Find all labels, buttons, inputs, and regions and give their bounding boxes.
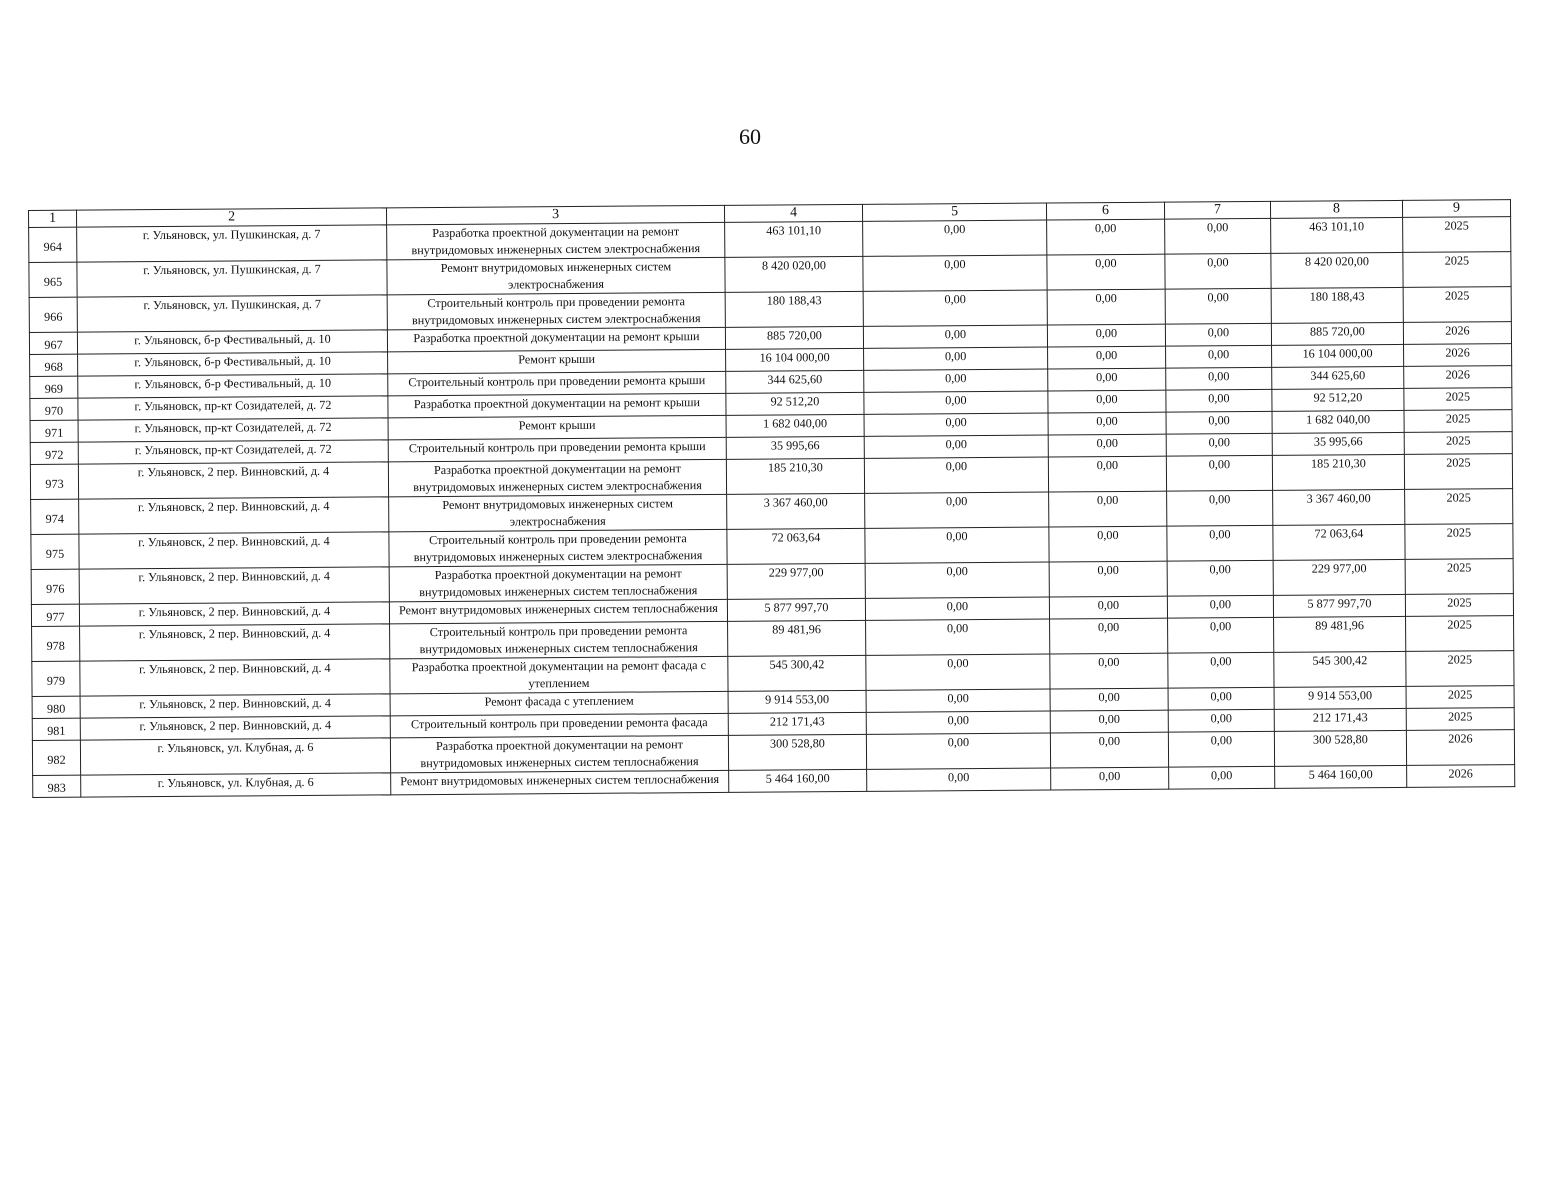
row-address: г. Ульяновск, 2 пер. Винновский, д. 4 [80, 716, 390, 740]
row-value-col6: 0,00 [1047, 324, 1165, 347]
row-address: г. Ульяновск, б-р Фестивальный, д. 10 [78, 352, 388, 376]
row-value-col8: 185 210,30 [1272, 454, 1404, 490]
row-value-col4: 229 977,00 [727, 563, 865, 599]
row-value-col5: 0,00 [865, 562, 1049, 598]
row-value-col4: 463 101,10 [725, 221, 863, 257]
row-year: 2026 [1403, 322, 1511, 345]
column-header-5: 5 [862, 203, 1046, 221]
row-number: 981 [32, 718, 80, 740]
row-value-col6: 0,00 [1047, 219, 1165, 255]
row-value-col8: 92 512,20 [1272, 388, 1404, 411]
row-value-col6: 0,00 [1050, 653, 1168, 689]
row-number: 973 [30, 464, 78, 499]
row-value-col8: 16 104 000,00 [1272, 344, 1404, 367]
table-body [29, 217, 1515, 798]
row-value-col8: 180 188,43 [1271, 287, 1403, 323]
row-year: 2025 [1404, 388, 1512, 411]
row-value-col4: 72 063,64 [727, 528, 865, 564]
row-value-col6: 0,00 [1048, 412, 1166, 435]
row-value-col6: 0,00 [1047, 254, 1165, 290]
row-number: 964 [29, 227, 77, 262]
row-year: 2026 [1406, 730, 1514, 766]
row-number: 970 [30, 398, 78, 420]
row-value-col7: 0,00 [1166, 367, 1272, 390]
row-value-col4: 3 367 460,00 [727, 493, 865, 529]
row-value-col8: 8 420 020,00 [1271, 252, 1403, 288]
row-address: г. Ульяновск, б-р Фестивальный, д. 10 [77, 330, 387, 354]
row-value-col4: 16 104 000,00 [726, 348, 864, 371]
row-value-col5: 0,00 [863, 220, 1047, 256]
row-value-col7: 0,00 [1167, 490, 1273, 526]
row-value-col7: 0,00 [1169, 766, 1275, 789]
row-value-col4: 545 300,42 [728, 655, 866, 691]
row-year: 2025 [1403, 252, 1511, 288]
row-value-col8: 344 625,60 [1272, 366, 1404, 389]
row-year: 2025 [1404, 454, 1512, 490]
row-value-col7: 0,00 [1168, 709, 1274, 732]
row-number: 971 [30, 420, 78, 442]
row-number: 965 [29, 262, 77, 297]
row-work-type: Строительный контроль при проведении ремонта внутридомовых инженерных систем электроснабжения [389, 529, 727, 566]
row-value-col7: 0,00 [1166, 389, 1272, 412]
row-value-col8: 885 720,00 [1271, 322, 1403, 345]
row-year: 2025 [1405, 489, 1513, 525]
row-value-col7: 0,00 [1166, 411, 1272, 434]
row-value-col6: 0,00 [1050, 688, 1168, 711]
row-value-col4: 92 512,20 [726, 392, 864, 415]
row-work-type: Ремонт внутридомовых инженерных систем электроснабжения [387, 257, 725, 294]
row-value-col5: 0,00 [865, 597, 1049, 620]
row-value-col7: 0,00 [1167, 560, 1273, 596]
row-value-col8: 300 528,80 [1274, 730, 1406, 766]
row-value-col6: 0,00 [1047, 289, 1165, 325]
row-value-col4: 8 420 020,00 [725, 256, 863, 292]
row-value-col7: 0,00 [1166, 433, 1272, 456]
row-value-col7: 0,00 [1168, 617, 1274, 653]
row-value-col5: 0,00 [866, 733, 1050, 769]
column-header-7: 7 [1164, 201, 1270, 219]
row-value-col4: 5 464 160,00 [729, 769, 867, 792]
row-year: 2026 [1404, 366, 1512, 389]
row-address: г. Ульяновск, ул. Пушкинская, д. 7 [77, 225, 387, 262]
row-address: г. Ульяновск, 2 пер. Винновский, д. 4 [79, 497, 389, 534]
row-number: 980 [32, 696, 80, 718]
row-number: 972 [30, 442, 78, 464]
row-address: г. Ульяновск, 2 пер. Винновский, д. 4 [79, 567, 389, 604]
row-year: 2025 [1406, 651, 1514, 687]
row-value-col4: 35 995,66 [726, 436, 864, 459]
row-address: г. Ульяновск, пр-кт Созидателей, д. 72 [78, 418, 388, 442]
row-value-col8: 3 367 460,00 [1273, 489, 1405, 525]
row-year: 2025 [1405, 559, 1513, 595]
row-address: г. Ульяновск, 2 пер. Винновский, д. 4 [80, 694, 390, 718]
row-address: г. Ульяновск, 2 пер. Винновский, д. 4 [80, 659, 390, 696]
row-value-col6: 0,00 [1050, 618, 1168, 654]
row-year: 2025 [1403, 287, 1511, 323]
row-address: г. Ульяновск, 2 пер. Винновский, д. 4 [79, 532, 389, 569]
row-work-type: Разработка проектной документации на ремонт фасада с утеплением [390, 656, 728, 693]
row-number: 967 [29, 332, 77, 354]
row-number: 969 [30, 376, 78, 398]
row-address: г. Ульяновск, б-р Фестивальный, д. 10 [78, 374, 388, 398]
row-address: г. Ульяновск, 2 пер. Винновский, д. 4 [78, 462, 388, 499]
row-value-col6: 0,00 [1048, 434, 1166, 457]
row-work-type: Разработка проектной документации на ремонт крыши [388, 393, 726, 417]
row-number: 982 [32, 740, 80, 775]
row-value-col6: 0,00 [1048, 368, 1166, 391]
row-work-type: Строительный контроль при проведении ремонта крыши [388, 437, 726, 461]
row-value-col5: 0,00 [865, 492, 1049, 528]
row-value-col7: 0,00 [1167, 525, 1273, 561]
row-value-col8: 72 063,64 [1273, 524, 1405, 560]
row-address: г. Ульяновск, ул. Клубная, д. 6 [81, 773, 391, 797]
row-value-col5: 0,00 [866, 689, 1050, 712]
row-value-col4: 344 625,60 [726, 370, 864, 393]
row-value-col6: 0,00 [1050, 710, 1168, 733]
row-value-col5: 0,00 [863, 290, 1047, 326]
row-value-col5: 0,00 [863, 255, 1047, 291]
row-value-col8: 5 464 160,00 [1275, 765, 1407, 788]
table-wrapper [28, 199, 1514, 798]
row-year: 2025 [1405, 524, 1513, 560]
row-address: г. Ульяновск, ул. Клубная, д. 6 [80, 738, 390, 775]
column-header-6: 6 [1046, 202, 1164, 220]
row-value-col7: 0,00 [1165, 253, 1271, 289]
row-value-col8: 229 977,00 [1273, 559, 1405, 595]
row-value-col6: 0,00 [1048, 456, 1166, 492]
row-address: г. Ульяновск, 2 пер. Винновский, д. 4 [79, 602, 389, 626]
row-value-col8: 545 300,42 [1274, 651, 1406, 687]
row-value-col4: 1 682 040,00 [726, 414, 864, 437]
row-work-type: Ремонт внутридомовых инженерных систем теплоснабжения [391, 770, 729, 794]
page-number: 60 [739, 124, 761, 149]
row-value-col7: 0,00 [1165, 288, 1271, 324]
row-value-col5: 0,00 [864, 347, 1048, 370]
row-value-col6: 0,00 [1049, 526, 1167, 562]
row-value-col4: 5 877 997,70 [727, 598, 865, 621]
row-work-type: Разработка проектной документации на ремонт внутридомовых инженерных систем теплоснабжения [389, 564, 727, 601]
row-value-col5: 0,00 [866, 654, 1050, 690]
row-value-col7: 0,00 [1168, 652, 1274, 688]
row-value-col7: 0,00 [1165, 218, 1271, 254]
row-value-col8: 463 101,10 [1271, 217, 1403, 253]
row-value-col5: 0,00 [864, 413, 1048, 436]
row-value-col8: 35 995,66 [1272, 432, 1404, 455]
row-value-col4: 185 210,30 [726, 458, 864, 494]
row-value-col7: 0,00 [1166, 455, 1272, 491]
row-value-col7: 0,00 [1166, 345, 1272, 368]
row-work-type: Ремонт крыши [388, 415, 726, 439]
row-year: 2025 [1406, 708, 1514, 731]
row-number: 983 [33, 775, 81, 797]
row-value-col5: 0,00 [864, 369, 1048, 392]
column-header-4: 4 [724, 204, 862, 222]
column-header-8: 8 [1270, 200, 1402, 218]
row-value-col4: 89 481,96 [728, 620, 866, 656]
row-work-type: Разработка проектной документации на ремонт внутридомовых инженерных систем электроснабжения [388, 459, 726, 496]
repair-schedule-table [28, 199, 1515, 798]
row-value-col6: 0,00 [1048, 390, 1166, 413]
row-address: г. Ульяновск, пр-кт Созидателей, д. 72 [78, 396, 388, 420]
row-number: 974 [31, 499, 79, 534]
row-value-col6: 0,00 [1049, 561, 1167, 597]
row-number: 976 [31, 569, 79, 604]
column-header-9: 9 [1402, 200, 1510, 218]
column-header-2: 2 [77, 208, 387, 227]
row-value-col5: 0,00 [866, 711, 1050, 734]
row-value-col8: 5 877 997,70 [1273, 594, 1405, 617]
row-work-type: Строительный контроль при проведении ремонта внутридомовых инженерных систем электроснабжения [387, 292, 725, 329]
row-value-col8: 9 914 553,00 [1274, 686, 1406, 709]
row-work-type: Строительный контроль при проведении ремонта фасада [390, 713, 728, 737]
row-work-type: Строительный контроль при проведении ремонта внутридомовых инженерных систем теплоснабжения [390, 621, 728, 658]
row-value-col8: 89 481,96 [1274, 616, 1406, 652]
row-number: 977 [31, 604, 79, 626]
row-work-type: Разработка проектной документации на ремонт внутридомовых инженерных систем электроснабжения [387, 222, 725, 259]
row-value-col6: 0,00 [1050, 732, 1168, 768]
row-work-type: Ремонт внутридомовых инженерных систем теплоснабжения [389, 599, 727, 623]
row-value-col4: 885 720,00 [725, 326, 863, 349]
row-number: 975 [31, 534, 79, 569]
row-value-col5: 0,00 [865, 527, 1049, 563]
row-value-col5: 0,00 [864, 457, 1048, 493]
row-value-col6: 0,00 [1049, 491, 1167, 527]
row-value-col5: 0,00 [863, 325, 1047, 348]
row-address: г. Ульяновск, 2 пер. Винновский, д. 4 [80, 624, 390, 661]
row-number: 968 [30, 354, 78, 376]
row-number: 979 [32, 661, 80, 696]
row-value-col4: 300 528,80 [728, 734, 866, 770]
column-header-3: 3 [386, 205, 724, 224]
row-year: 2026 [1407, 765, 1515, 788]
row-value-col6: 0,00 [1051, 767, 1169, 790]
row-value-col4: 212 171,43 [728, 712, 866, 735]
row-value-col4: 9 914 553,00 [728, 690, 866, 713]
row-value-col4: 180 188,43 [725, 291, 863, 327]
row-number: 966 [29, 297, 77, 332]
row-value-col7: 0,00 [1167, 595, 1273, 618]
row-value-col7: 0,00 [1168, 687, 1274, 710]
row-work-type: Ремонт крыши [388, 349, 726, 373]
row-address: г. Ульяновск, ул. Пушкинская, д. 7 [77, 260, 387, 297]
row-work-type: Строительный контроль при проведении ремонта крыши [388, 371, 726, 395]
row-work-type: Разработка проектной документации на ремонт внутридомовых инженерных систем теплоснабжения [390, 735, 728, 772]
row-address: г. Ульяновск, пр-кт Созидателей, д. 72 [78, 440, 388, 464]
row-year: 2026 [1404, 344, 1512, 367]
row-year: 2025 [1404, 410, 1512, 433]
row-value-col5: 0,00 [864, 391, 1048, 414]
row-value-col8: 212 171,43 [1274, 708, 1406, 731]
row-value-col6: 0,00 [1048, 346, 1166, 369]
row-work-type: Разработка проектной документации на ремонт крыши [387, 327, 725, 351]
row-value-col7: 0,00 [1168, 731, 1274, 767]
row-address: г. Ульяновск, ул. Пушкинская, д. 7 [77, 295, 387, 332]
row-value-col7: 0,00 [1165, 323, 1271, 346]
row-year: 2025 [1403, 217, 1511, 253]
column-header-1: 1 [29, 210, 77, 227]
row-value-col5: 0,00 [867, 768, 1051, 791]
row-number: 978 [32, 626, 80, 661]
row-work-type: Ремонт фасада с утеплением [390, 691, 728, 715]
row-value-col6: 0,00 [1049, 596, 1167, 619]
row-year: 2025 [1405, 594, 1513, 617]
row-value-col5: 0,00 [866, 619, 1050, 655]
row-year: 2025 [1404, 432, 1512, 455]
row-year: 2025 [1406, 686, 1514, 709]
row-work-type: Ремонт внутридомовых инженерных систем электроснабжения [389, 494, 727, 531]
row-value-col5: 0,00 [864, 435, 1048, 458]
row-value-col8: 1 682 040,00 [1272, 410, 1404, 433]
row-year: 2025 [1406, 616, 1514, 652]
